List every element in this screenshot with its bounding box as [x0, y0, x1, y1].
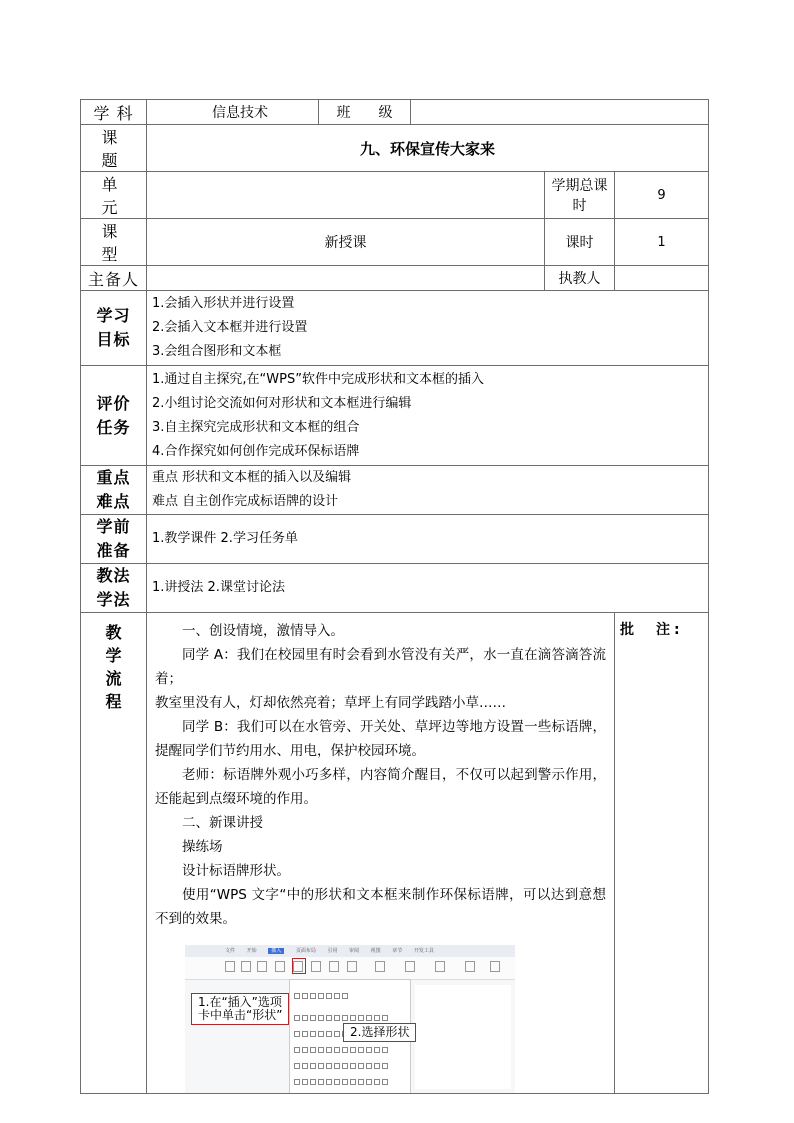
objectives-content	[147, 291, 709, 366]
preparation-label-line2: 准备	[96, 541, 131, 560]
unit-label: 单 元	[81, 172, 147, 219]
methods-label-line1: 教法	[96, 566, 131, 585]
wps-ribbon	[185, 957, 515, 980]
process-paragraph: 同学 B：我们可以在水管旁、开关处、草坪边等地方设置一些标语牌，提醒同学们节约用水、用电，保护校园环境。	[155, 719, 606, 759]
key-point-item: 重点 形状和文本框的插入以及编辑	[152, 470, 352, 485]
evaluation-label-line1: 评价	[96, 393, 131, 413]
process-label	[81, 613, 147, 1094]
evaluation-label	[81, 366, 147, 466]
wps-insert-shape-screenshot	[185, 945, 515, 1093]
methods-label	[81, 564, 147, 613]
wps-ribbon-tabs	[225, 947, 444, 954]
process-paragraph: 同学 A：我们在校园里有时会看到水管没有关严，水一直在滴答滴答流着；	[155, 647, 606, 687]
ribbon-icon	[347, 961, 357, 972]
process-content	[147, 613, 615, 1094]
process-paragraph: 二、新课讲授	[182, 815, 263, 831]
preparation-label-line1: 学前	[96, 517, 131, 536]
objectives-label-line1: 学习	[96, 306, 131, 325]
objective-item: 1.会插入形状并进行设置	[152, 296, 295, 311]
unit-value	[147, 172, 545, 219]
lesson-plan-table	[80, 99, 709, 1094]
shape-row	[294, 988, 350, 994]
methods-value: 1.讲授法 2.课堂讨论法	[147, 564, 709, 613]
objectives-label-line2: 目标	[96, 330, 131, 349]
wps-tab: 章节	[392, 948, 403, 954]
key-points-label-line1: 重点	[96, 468, 131, 487]
ribbon-icon	[225, 961, 235, 972]
key-point-item: 难点 自主创作完成标语牌的设计	[152, 494, 339, 509]
evaluation-item: 1.通过自主探究,在“WPS”软件中完成形状和文本框的插入	[152, 371, 484, 387]
objective-item: 2.会插入文本框并进行设置	[152, 320, 308, 335]
annotation-label: 批 注:	[615, 613, 709, 1094]
wps-tab: 开发工具	[413, 948, 434, 954]
shape-row	[294, 1074, 390, 1080]
wps-tab: 文件	[225, 948, 236, 954]
subject-label: 学 科	[81, 100, 147, 125]
document-page	[415, 985, 511, 1089]
wps-tab: 页面布局	[295, 948, 316, 954]
wps-tab: 审阅	[349, 948, 360, 954]
ribbon-icon	[375, 961, 385, 972]
objectives-label	[81, 291, 147, 366]
ribbon-icon	[465, 961, 475, 972]
process-label-char: 程	[105, 692, 122, 711]
process-paragraph: 教室里没有人，灯却依然亮着；草坪上有同学践踏小草……	[155, 695, 506, 711]
process-label-char: 教	[105, 623, 122, 642]
class-value	[411, 100, 709, 125]
objective-item: 3.会组合图形和文本框	[152, 344, 282, 359]
teacher-label: 执教人	[545, 266, 615, 291]
semester-hours-label: 学期总课时	[545, 172, 615, 219]
key-points-label-line2: 难点	[96, 492, 131, 511]
ribbon-icon	[490, 961, 500, 972]
ribbon-icon	[275, 961, 285, 972]
callout-insert-shape-line2: 卡中单击“形状”	[198, 1008, 283, 1022]
wps-tab: 开始	[246, 948, 257, 954]
evaluation-content	[147, 366, 709, 466]
class-label: 班 级	[319, 100, 411, 125]
evaluation-label-line2: 任务	[96, 417, 131, 437]
ribbon-icon	[435, 961, 445, 972]
process-paragraph: 老师：标语牌外观小巧多样，内容简介醒目，不仅可以起到警示作用，还能起到点缀环境的作用。	[155, 767, 606, 807]
methods-label-line2: 学法	[96, 590, 131, 609]
process-label-char: 流	[105, 669, 122, 688]
semester-hours-value: 9	[615, 172, 709, 219]
callout-insert-shape-line1: 1.在“插入”选项	[198, 995, 282, 1009]
ribbon-icon	[257, 961, 267, 972]
shape-row	[294, 1058, 390, 1064]
evaluation-item: 2.小组讨论交流如何对形状和文本框进行编辑	[152, 395, 412, 411]
evaluation-item: 4.合作探究如何创作完成环保标语牌	[152, 443, 360, 459]
teacher-value	[615, 266, 709, 291]
lesson-type-label: 课 型	[81, 219, 147, 266]
preparer-value	[147, 266, 545, 291]
class-hours-label: 课时	[545, 219, 615, 266]
preparation-label	[81, 515, 147, 564]
process-label-char: 学	[105, 646, 122, 665]
wps-tab: 引用	[327, 948, 338, 954]
topic-value: 九、环保宣传大家来	[147, 125, 709, 172]
callout-select-shape: 2.选择形状	[343, 1023, 416, 1042]
shape-row	[294, 1042, 390, 1048]
wps-tab-active: 插入	[268, 948, 284, 954]
topic-label: 课 题	[81, 125, 147, 172]
callout-insert-shape	[191, 993, 289, 1025]
shape-row	[294, 1010, 390, 1016]
ribbon-icon	[241, 961, 251, 972]
wps-tab: 视图	[370, 948, 381, 954]
key-points-label	[81, 466, 147, 515]
ribbon-icon	[405, 961, 415, 972]
ribbon-icon	[311, 961, 321, 972]
process-paragraph: 设计标语牌形状。	[182, 863, 290, 879]
ribbon-icon	[329, 961, 339, 972]
key-points-content	[147, 466, 709, 515]
shape-button-highlight	[292, 958, 306, 974]
process-paragraph: 操练场	[182, 839, 223, 855]
process-paragraph: 一、创设情境，激情导入。	[182, 623, 344, 639]
preparation-value: 1.教学课件 2.学习任务单	[147, 515, 709, 564]
lesson-type-value: 新授课	[147, 219, 545, 266]
process-paragraph: 使用“WPS 文字“中的形状和文本框来制作环保标语牌，可以达到意想不到的效果。	[155, 887, 606, 927]
class-hours-value: 1	[615, 219, 709, 266]
evaluation-item: 3.自主探究完成形状和文本框的组合	[152, 419, 360, 435]
preparer-label: 主备人	[81, 266, 147, 291]
subject-value: 信息技术	[147, 100, 319, 125]
